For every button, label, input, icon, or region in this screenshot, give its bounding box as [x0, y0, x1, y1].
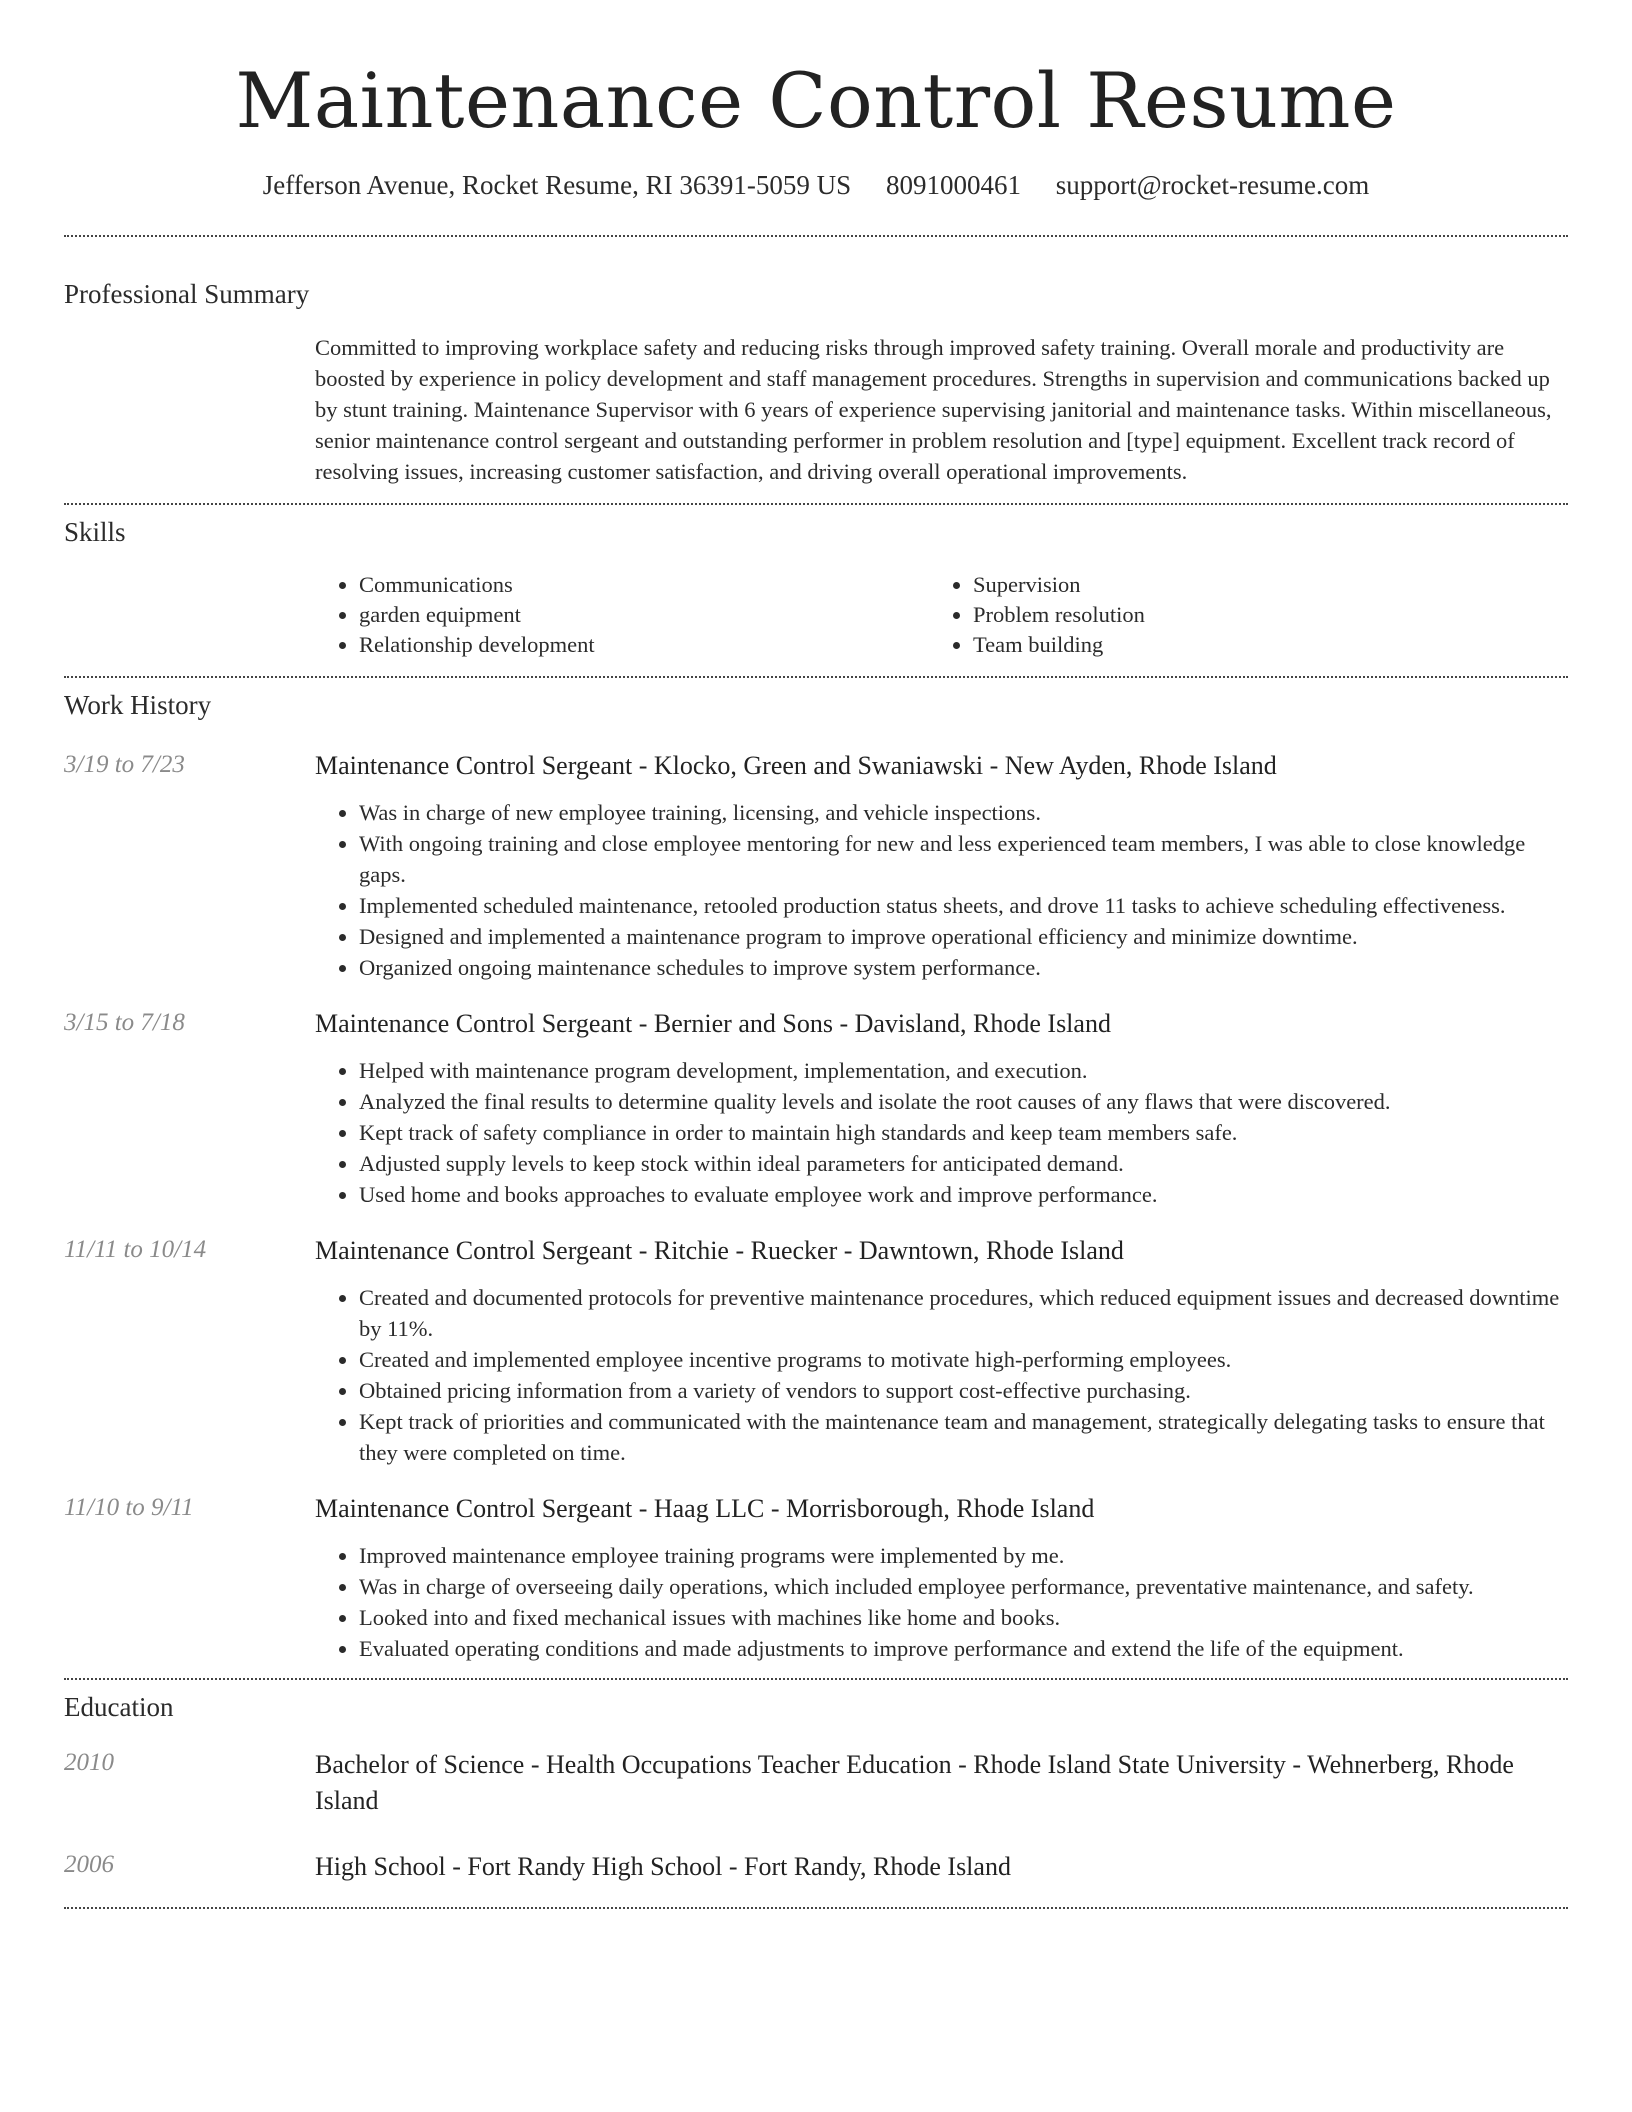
job-bullet: • Improved maintenance employee training programs were implemented by me. — [359, 1540, 1568, 1571]
contact-phone: 8091000461 — [885, 170, 1021, 200]
job-bullet: • Helped with maintenance program development, implementation, and execution. — [359, 1055, 1568, 1086]
divider — [64, 1678, 1568, 1680]
job-entry — [64, 1007, 1568, 1210]
job-bullet: • Evaluated operating conditions and made adjustments to improve performance and extend the life of the equipment. — [359, 1633, 1568, 1664]
skill-item: • Communications — [359, 570, 929, 600]
skills-list — [315, 570, 1568, 660]
job-dates: 11/10 to 9/11 — [64, 1494, 194, 1521]
job-bullet: • Used home and books approaches to evaluate employee work and improve performance. — [359, 1179, 1568, 1210]
job-bullet: • Created and documented protocols for preventive maintenance procedures, which reduced equipment issues and decreased downtime by 11%. — [359, 1282, 1568, 1344]
resume-page — [64, 0, 1568, 1909]
job-dates: 3/15 to 7/18 — [64, 1009, 185, 1036]
job-dates: 11/11 to 10/14 — [64, 1236, 207, 1263]
summary-heading: Professional Summary — [64, 279, 310, 309]
contact-address: Jefferson Avenue, Rocket Resume, RI 36391-5059 US — [262, 170, 852, 200]
resume-title: Maintenance Control Resume — [235, 56, 1397, 145]
summary-text: Committed to improving workplace safety and reducing risks through improved safety training. Overall morale and productivity are boosted by experience in policy development and staff management procedures. Strengths in supervision and communications backed up by stunt training. Maintenance Supervisor with 6 years of experience supervising janitorial and maintenance tasks. Within miscellaneous, senior maintenance control sergeant and outstanding performer in problem resolution and [type] equipment. Excellent track record of resolving issues, increasing customer satisfaction, and driving overall operational improvements. — [315, 335, 1552, 484]
divider — [64, 676, 1568, 678]
divider — [64, 503, 1568, 505]
job-bullet: • Was in charge of new employee training, licensing, and vehicle inspections. — [359, 797, 1568, 828]
job-entry — [64, 749, 1568, 983]
job-bullet: • Created and implemented employee incentive programs to motivate high-performing employees. — [359, 1344, 1568, 1375]
education-date: 2006 — [64, 1851, 114, 1878]
job-bullet: • Kept track of safety compliance in order to maintain high standards and keep team members safe. — [359, 1117, 1568, 1148]
skill-item: • Relationship development — [359, 630, 929, 660]
skills-column-left — [315, 570, 929, 660]
contact-email: support@rocket-resume.com — [1055, 170, 1370, 200]
job-bullets — [315, 797, 1568, 983]
job-bullet: • With ongoing training and close employee mentoring for new and less experienced team members, I was able to close knowledge gaps. — [359, 828, 1568, 890]
job-title: Maintenance Control Sergeant - Klocko, Green and Swaniawski - New Ayden, Rhode Island — [315, 751, 1277, 780]
work-history-list — [64, 749, 1568, 1664]
education-entry — [64, 1849, 1568, 1885]
skills-heading: Skills — [64, 517, 126, 547]
job-title: Maintenance Control Sergeant - Ritchie - Ruecker - Dawntown, Rhode Island — [315, 1236, 1124, 1265]
job-bullet: • Analyzed the final results to determine quality levels and isolate the root causes of any flaws that were discovered. — [359, 1086, 1568, 1117]
job-title: Maintenance Control Sergeant - Bernier and Sons - Davisland, Rhode Island — [315, 1009, 1111, 1038]
contact-line — [64, 170, 1568, 201]
job-bullets — [315, 1055, 1568, 1210]
job-title: Maintenance Control Sergeant - Haag LLC - Morrisborough, Rhode Island — [315, 1494, 1095, 1523]
job-bullet: • Implemented scheduled maintenance, retooled production status sheets, and drove 11 tasks to achieve scheduling effectiveness. — [359, 890, 1568, 921]
skill-item: • Team building — [973, 630, 1543, 660]
job-entry — [64, 1234, 1568, 1468]
education-title: High School - Fort Randy High School - Fort Randy, Rhode Island — [315, 1852, 1011, 1881]
education-heading: Education — [64, 1692, 174, 1722]
job-bullet: • Kept track of priorities and communicated with the maintenance team and management, strategically delegating tasks to ensure that they were completed on time. — [359, 1406, 1568, 1468]
education-title: Bachelor of Science - Health Occupations Teacher Education - Rhode Island State University - Wehnerberg, Rhode Island — [315, 1750, 1514, 1815]
education-date: 2010 — [64, 1749, 114, 1776]
job-bullet: • Adjusted supply levels to keep stock within ideal parameters for anticipated demand. — [359, 1148, 1568, 1179]
job-bullet: • Was in charge of overseeing daily operations, which included employee performance, preventative maintenance, and safety. — [359, 1571, 1568, 1602]
job-bullet: • Looked into and fixed mechanical issues with machines like home and books. — [359, 1602, 1568, 1633]
education-entry — [64, 1747, 1568, 1819]
skill-item: • Problem resolution — [973, 600, 1543, 630]
job-bullet: • Designed and implemented a maintenance program to improve operational efficiency and minimize downtime. — [359, 921, 1568, 952]
job-entry — [64, 1492, 1568, 1664]
skill-item: • garden equipment — [359, 600, 929, 630]
divider — [64, 235, 1568, 237]
job-bullet: • Obtained pricing information from a variety of vendors to support cost-effective purchasing. — [359, 1375, 1568, 1406]
job-bullet: • Organized ongoing maintenance schedules to improve system performance. — [359, 952, 1568, 983]
divider — [64, 1907, 1568, 1909]
job-dates: 3/19 to 7/23 — [64, 751, 185, 778]
job-bullets — [315, 1540, 1568, 1664]
work-history-heading: Work History — [64, 690, 212, 720]
skills-column-right — [929, 570, 1543, 660]
job-bullets — [315, 1282, 1568, 1468]
skill-item: • Supervision — [973, 570, 1543, 600]
